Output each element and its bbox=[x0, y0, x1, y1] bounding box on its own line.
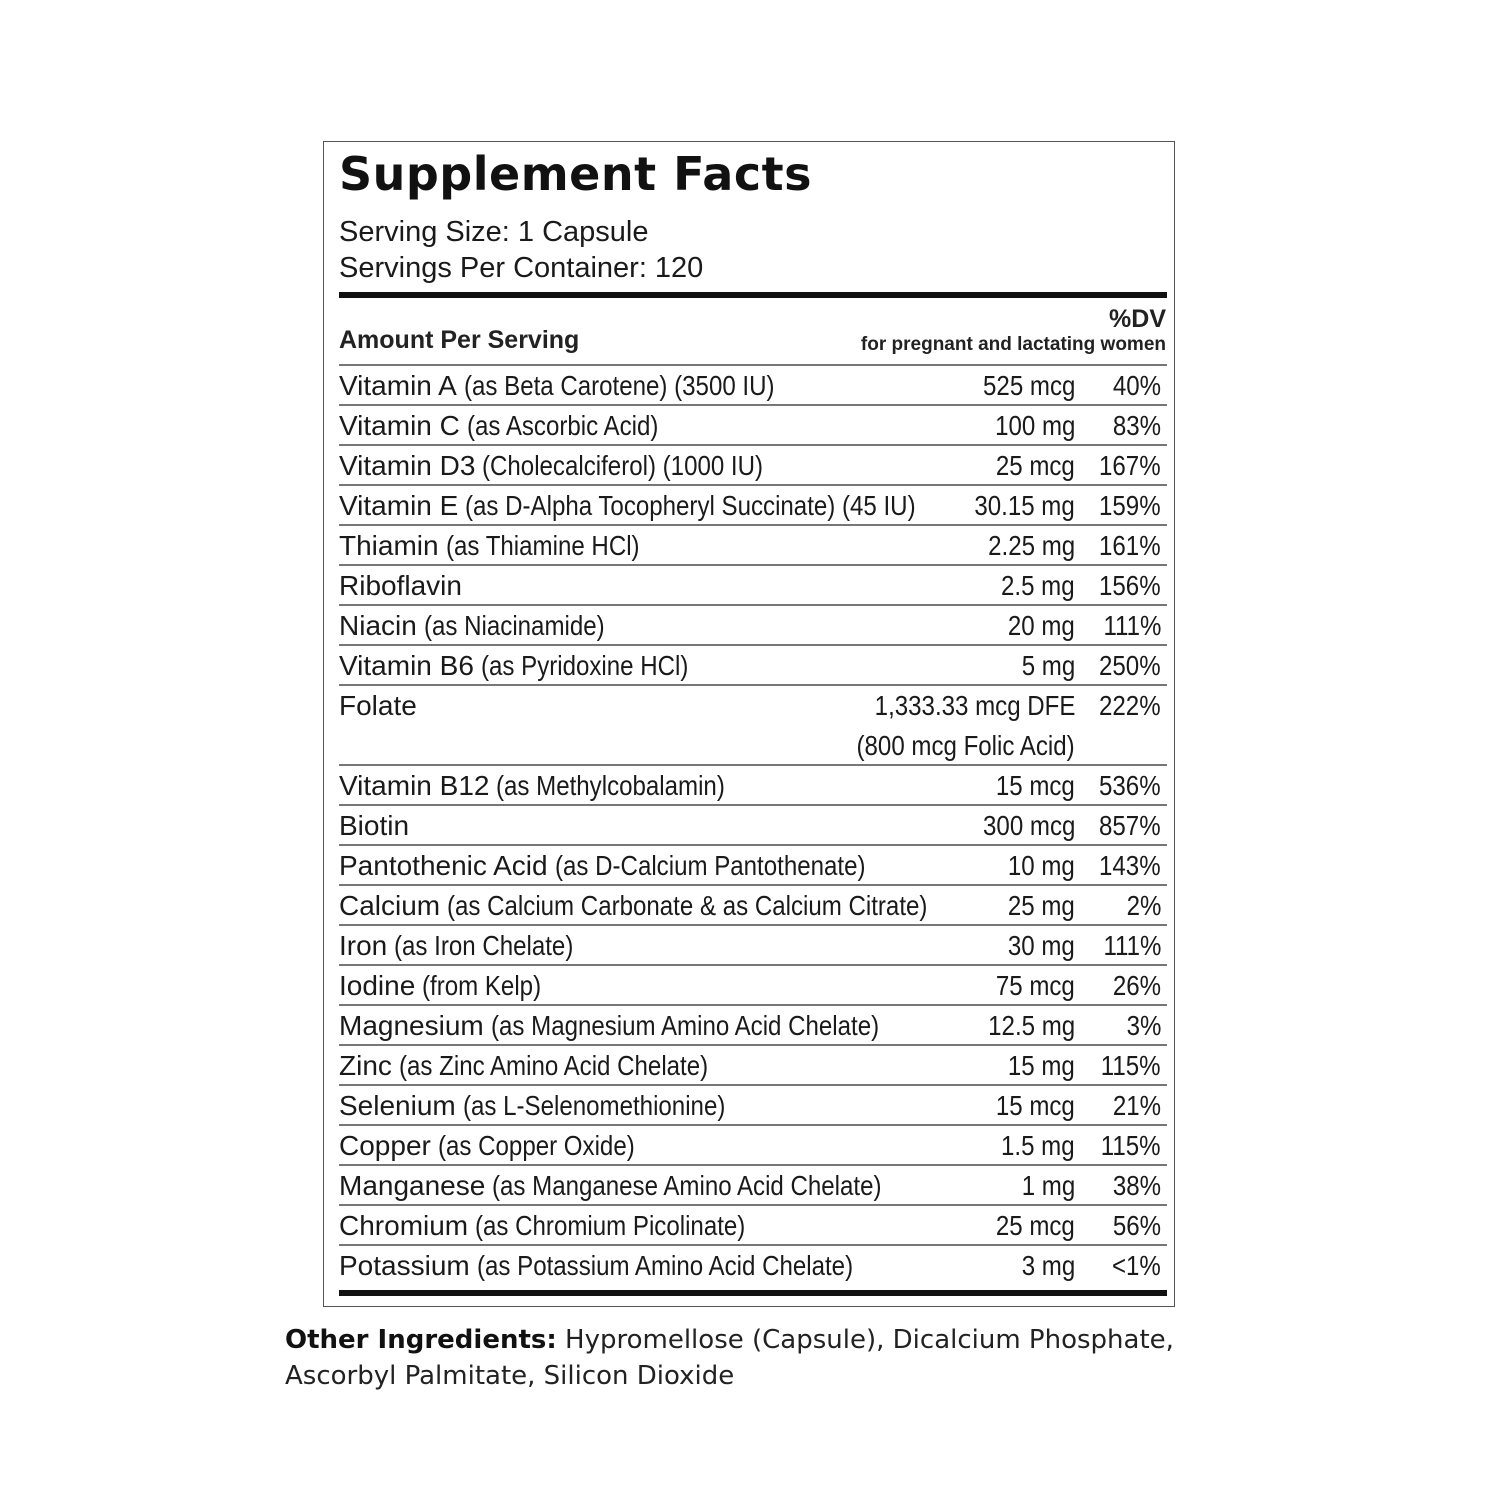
nutrient-daily-value: 115% bbox=[1101, 1050, 1161, 1081]
nutrient-source: (as Pyridoxine HCl) bbox=[480, 650, 689, 681]
nutrient-name: Vitamin E bbox=[339, 490, 459, 521]
nutrient-daily-value: 156% bbox=[1099, 570, 1161, 601]
nutrient-row bbox=[339, 884, 1167, 924]
nutrient-row bbox=[339, 764, 1167, 804]
nutrient-source: (as Zinc Amino Acid Chelate) bbox=[398, 1050, 709, 1081]
nutrient-daily-value: 111% bbox=[1102, 930, 1161, 961]
nutrient-row bbox=[339, 604, 1167, 644]
nutrient-source: (from Kelp) bbox=[422, 970, 542, 1001]
other-ingredients bbox=[285, 1322, 1225, 1394]
nutrient-label bbox=[339, 1248, 914, 1284]
nutrient-label bbox=[339, 1088, 768, 1124]
nutrient-label bbox=[339, 448, 809, 484]
supplement-facts-panel bbox=[323, 141, 1175, 1307]
nutrient-row bbox=[339, 1084, 1167, 1124]
nutrient-label bbox=[339, 888, 1006, 924]
servings-per-container: Servings Per Container: 120 bbox=[339, 252, 704, 284]
nutrient-row bbox=[339, 1164, 1167, 1204]
nutrient-source: (as Chromium Picolinate) bbox=[475, 1210, 746, 1241]
nutrient-name: Riboflavin bbox=[339, 570, 462, 601]
nutrient-daily-value: 21% bbox=[1112, 1090, 1161, 1121]
nutrient-label bbox=[339, 1048, 758, 1084]
nutrient-name: Vitamin D3 bbox=[339, 450, 476, 481]
nutrient-row bbox=[339, 684, 1167, 764]
nutrient-name: Vitamin B12 bbox=[339, 770, 490, 801]
nutrient-amount: 75 mcg bbox=[996, 970, 1075, 1001]
nutrient-daily-value: 167% bbox=[1099, 450, 1161, 481]
nutrient-name: Calcium bbox=[339, 890, 441, 921]
nutrient-amount: 1,333.33 mcg DFE bbox=[874, 690, 1075, 721]
nutrient-label bbox=[339, 608, 634, 644]
nutrient-row bbox=[339, 964, 1167, 1004]
nutrient-row bbox=[339, 484, 1167, 524]
nutrient-name: Biotin bbox=[339, 810, 410, 841]
nutrient-amount: 15 mcg bbox=[996, 1090, 1075, 1121]
nutrient-daily-value: 83% bbox=[1112, 410, 1161, 441]
nutrient-amount: 25 mcg bbox=[996, 450, 1075, 481]
nutrient-label bbox=[339, 568, 462, 604]
nutrient-amount: 3 mg bbox=[1021, 1250, 1075, 1281]
nutrient-amount-note: (800 mcg Folic Acid) bbox=[856, 730, 1075, 761]
nutrient-amount: 10 mg bbox=[1008, 850, 1075, 881]
nutrient-daily-value: 222% bbox=[1099, 690, 1161, 721]
nutrient-row bbox=[339, 524, 1167, 564]
nutrient-row bbox=[339, 1124, 1167, 1164]
nutrient-label bbox=[339, 368, 825, 404]
nutrient-amount: 1 mg bbox=[1021, 1170, 1075, 1201]
nutrient-row bbox=[339, 844, 1167, 884]
amount-per-serving-header: Amount Per Serving bbox=[339, 326, 580, 354]
nutrient-source: (as Magnesium Amino Acid Chelate) bbox=[490, 1010, 879, 1041]
nutrient-amount: 2.25 mg bbox=[987, 530, 1075, 561]
nutrient-row bbox=[339, 1204, 1167, 1244]
nutrient-amount: 12.5 mg bbox=[987, 1010, 1075, 1041]
nutrient-label bbox=[339, 528, 671, 564]
nutrient-daily-value: 111% bbox=[1102, 610, 1161, 641]
nutrient-amount: 25 mg bbox=[1008, 890, 1075, 921]
nutrient-label bbox=[339, 1168, 945, 1204]
header-divider bbox=[339, 292, 1167, 298]
nutrient-amount: 20 mg bbox=[1008, 610, 1075, 641]
nutrient-row bbox=[339, 1044, 1167, 1084]
nutrient-name: Folate bbox=[339, 690, 417, 721]
nutrient-daily-value: 115% bbox=[1101, 1130, 1161, 1161]
nutrient-source: (as Methylcobalamin) bbox=[496, 770, 726, 801]
nutrient-label bbox=[339, 408, 689, 444]
nutrient-amount: 30.15 mg bbox=[974, 490, 1075, 521]
nutrient-name: Vitamin C bbox=[339, 410, 460, 441]
nutrient-label bbox=[339, 688, 417, 724]
nutrient-name: Thiamin bbox=[339, 530, 439, 561]
nutrient-source: (as Copper Oxide) bbox=[437, 1130, 635, 1161]
nutrient-label bbox=[339, 1008, 942, 1044]
nutrient-label bbox=[339, 1208, 789, 1244]
nutrient-daily-value: 159% bbox=[1099, 490, 1161, 521]
nutrient-source: (as Manganese Amino Acid Chelate) bbox=[492, 1170, 882, 1201]
nutrient-daily-value: 161% bbox=[1099, 530, 1161, 561]
nutrient-label bbox=[339, 848, 916, 884]
nutrient-amount: 25 mcg bbox=[996, 1210, 1075, 1241]
nutrient-label bbox=[339, 808, 409, 844]
nutrient-amount: 1.5 mg bbox=[1001, 1130, 1075, 1161]
nutrient-daily-value: <1% bbox=[1112, 1250, 1161, 1281]
nutrient-source: (as Ascorbic Acid) bbox=[466, 410, 659, 441]
nutrient-amount: 15 mcg bbox=[996, 770, 1075, 801]
panel-title: Supplement Facts bbox=[339, 147, 812, 201]
nutrient-amount: 525 mcg bbox=[982, 370, 1075, 401]
nutrient-daily-value: 857% bbox=[1099, 810, 1161, 841]
nutrient-source: (Cholecalciferol) (1000 IU) bbox=[482, 450, 764, 481]
other-ingredients-text: Hypromellose (Capsule), Dicalcium Phosphate, Ascorbyl Palmitate, Silicon Dioxide bbox=[285, 1325, 1174, 1391]
nutrient-source: (as Calcium Carbonate & as Calcium Citrate) bbox=[447, 890, 928, 921]
other-ingredients-heading: Other Ingredients: bbox=[285, 1325, 557, 1355]
nutrient-name: Pantothenic Acid bbox=[339, 850, 548, 881]
nutrient-source: (as Niacinamide) bbox=[423, 610, 605, 641]
nutrient-row bbox=[339, 804, 1167, 844]
nutrient-label bbox=[339, 648, 722, 684]
nutrient-name: Potassium bbox=[339, 1250, 470, 1281]
nutrient-name: Selenium bbox=[339, 1090, 456, 1121]
nutrient-amount: 30 mg bbox=[1008, 930, 1075, 961]
nutrient-daily-value: 2% bbox=[1126, 890, 1161, 921]
nutrient-source: (as L-Selenomethionine) bbox=[462, 1090, 726, 1121]
nutrient-name: Zinc bbox=[339, 1050, 392, 1081]
nutrient-name: Iron bbox=[339, 930, 388, 961]
nutrient-row bbox=[339, 924, 1167, 964]
nutrient-amount: 15 mg bbox=[1008, 1050, 1075, 1081]
nutrient-name: Copper bbox=[339, 1130, 431, 1161]
nutrient-row bbox=[339, 404, 1167, 444]
nutrient-name: Chromium bbox=[339, 1210, 469, 1241]
nutrient-daily-value: 143% bbox=[1099, 850, 1161, 881]
nutrient-name: Manganese bbox=[339, 1170, 486, 1201]
nutrient-label bbox=[339, 768, 763, 804]
nutrient-daily-value: 40% bbox=[1112, 370, 1161, 401]
nutrient-source: (as Beta Carotene) (3500 IU) bbox=[463, 370, 775, 401]
nutrient-daily-value: 536% bbox=[1099, 770, 1161, 801]
nutrient-daily-value: 26% bbox=[1112, 970, 1161, 1001]
nutrient-amount: 100 mg bbox=[994, 410, 1075, 441]
nutrient-label bbox=[339, 968, 561, 1004]
nutrient-amount: 5 mg bbox=[1021, 650, 1075, 681]
nutrient-daily-value: 56% bbox=[1112, 1210, 1161, 1241]
nutrient-name: Niacin bbox=[339, 610, 417, 641]
nutrient-daily-value: 3% bbox=[1126, 1010, 1161, 1041]
nutrient-source: (as Potassium Amino Acid Chelate) bbox=[476, 1250, 853, 1281]
nutrient-name: Vitamin A bbox=[339, 370, 457, 401]
nutrient-daily-value: 250% bbox=[1099, 650, 1161, 681]
nutrient-table bbox=[339, 364, 1167, 1284]
nutrient-row bbox=[339, 564, 1167, 604]
nutrient-source: (as D-Calcium Pantothenate) bbox=[554, 850, 866, 881]
nutrient-row bbox=[339, 364, 1167, 404]
nutrient-row bbox=[339, 1244, 1167, 1284]
nutrient-source: (as Iron Chelate) bbox=[394, 930, 574, 961]
nutrient-source: (as Thiamine HCl) bbox=[445, 530, 640, 561]
nutrient-row bbox=[339, 644, 1167, 684]
nutrient-label bbox=[339, 928, 603, 964]
nutrient-source: (as D-Alpha Tocopheryl Succinate) (45 IU) bbox=[465, 490, 916, 521]
nutrient-row bbox=[339, 1004, 1167, 1044]
nutrient-name: Vitamin B6 bbox=[339, 650, 474, 681]
nutrient-label bbox=[339, 1128, 667, 1164]
nutrient-name: Iodine bbox=[339, 970, 416, 1001]
nutrient-amount: 2.5 mg bbox=[1001, 570, 1075, 601]
nutrient-label bbox=[339, 488, 989, 524]
nutrient-daily-value: 38% bbox=[1112, 1170, 1161, 1201]
daily-value-subheader: for pregnant and lactating women bbox=[860, 334, 1166, 355]
daily-value-header: %DV bbox=[1109, 305, 1166, 333]
nutrient-row bbox=[339, 444, 1167, 484]
nutrient-name: Magnesium bbox=[339, 1010, 484, 1041]
footer-divider bbox=[339, 1290, 1167, 1296]
nutrient-amount: 300 mcg bbox=[982, 810, 1075, 841]
serving-size: Serving Size: 1 Capsule bbox=[339, 216, 649, 248]
